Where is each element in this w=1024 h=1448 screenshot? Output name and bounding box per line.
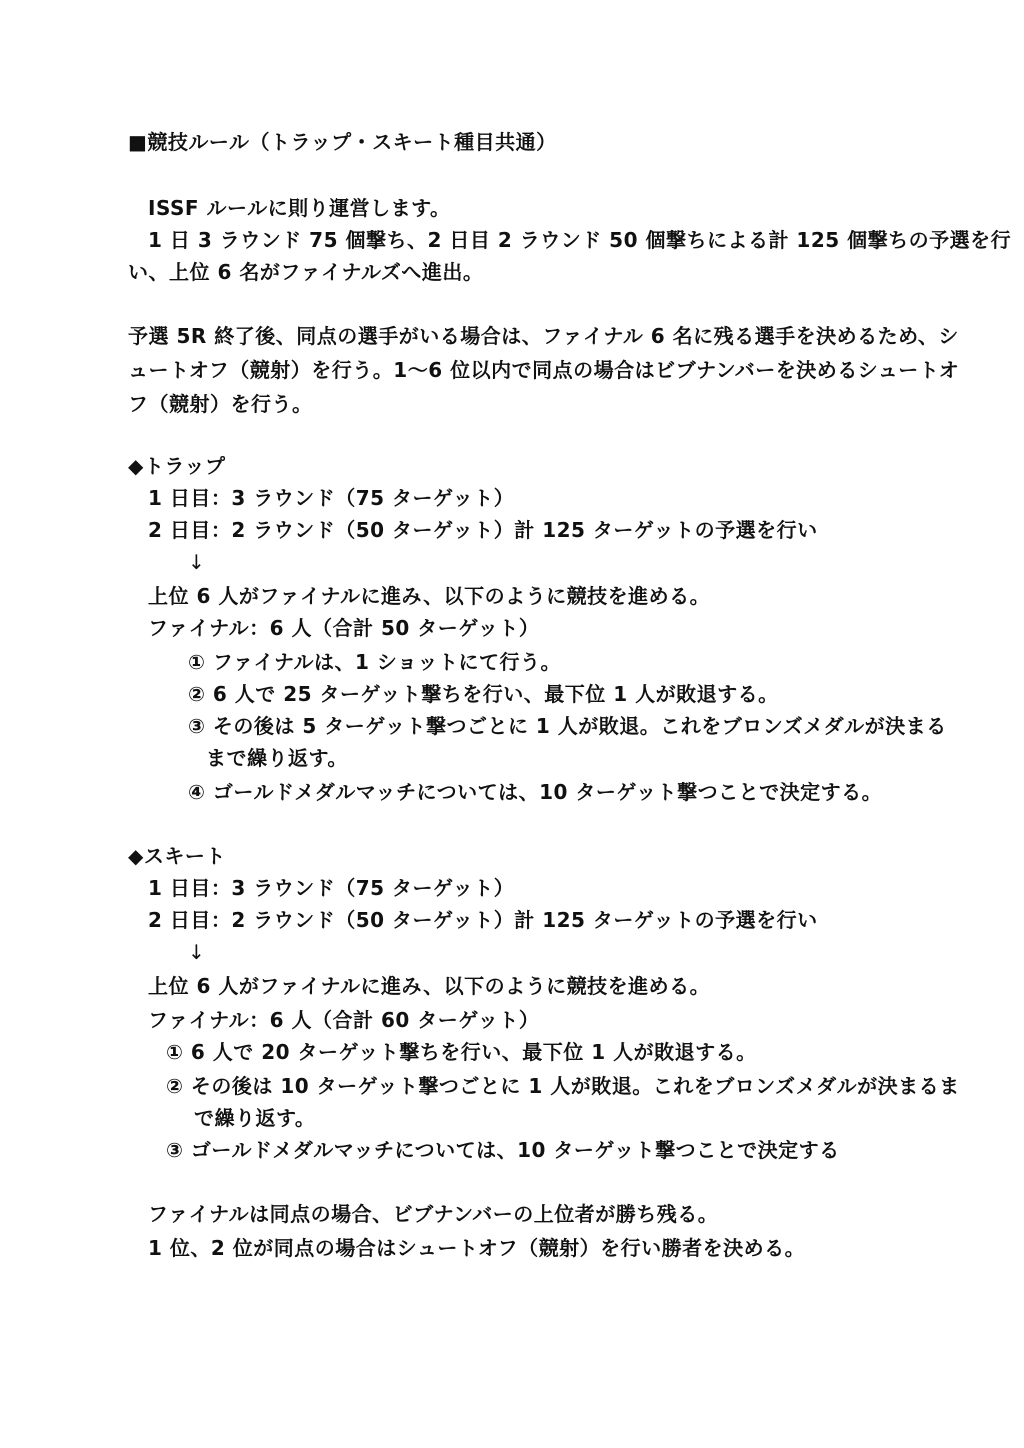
closing-line-2: 1 位、2 位が同点の場合はシュートオフ（競射）を行い勝者を決める。 (148, 1236, 806, 1260)
skeet-day2: 2 日目：2 ラウンド（50 ターゲット）計 125 ターゲットの予選を行い (148, 908, 818, 932)
trap-final: ファイナル：6 人（合計 50 ターゲット） (148, 616, 540, 640)
skeet-day1: 1 日目：3 ラウンド（75 ターゲット） (148, 876, 515, 900)
intro-line-1: ISSF ルールに則り運営します。 (148, 196, 451, 220)
trap-rule-2: ② 6 人で 25 ターゲット撃ちを行い、最下位 1 人が敗退する。 (188, 682, 779, 706)
trap-rule-3a: ③ その後は 5 ターゲット撃つごとに 1 人が敗退。これをブロンズメダルが決まる (188, 714, 947, 738)
trap-rule-1: ① ファイナルは、1 ショットにて行う。 (188, 650, 561, 674)
shootoff-line-3: フ（競射）を行う。 (128, 392, 313, 416)
intro-line-3: い、上位 6 名がファイナルズへ進出。 (128, 260, 484, 284)
shootoff-line-2: ュートオフ（競射）を行う。1〜6 位以内で同点の場合はビブナンバーを決めるシュートオ (128, 358, 960, 382)
shootoff-line-1: 予選 5R 終了後、同点の選手がいる場合は、ファイナル 6 名に残る選手を決めるため、シ (128, 324, 959, 348)
skeet-rule-2b: で繰り返す。 (194, 1106, 316, 1130)
trap-day2: 2 日目：2 ラウンド（50 ターゲット）計 125 ターゲットの予選を行い (148, 518, 818, 542)
closing-line-1: ファイナルは同点の場合、ビブナンバーの上位者が勝ち残る。 (148, 1202, 719, 1226)
trap-advance: 上位 6 人がファイナルに進み、以下のように競技を進める。 (148, 584, 711, 608)
skeet-heading: ◆スキート (128, 844, 226, 868)
skeet-rule-1: ① 6 人で 20 ターゲット撃ちを行い、最下位 1 人が敗退する。 (166, 1040, 757, 1064)
intro-line-2: 1 日 3 ラウンド 75 個撃ち、2 日目 2 ラウンド 50 個撃ちによる計 125 個撃ちの予選を行 (148, 228, 1012, 252)
skeet-down-arrow-icon: ↓ (188, 940, 206, 964)
skeet-final: ファイナル：6 人（合計 60 ターゲット） (148, 1008, 540, 1032)
skeet-advance: 上位 6 人がファイナルに進み、以下のように競技を進める。 (148, 974, 711, 998)
trap-rule-4: ④ ゴールドメダルマッチについては、10 ターゲット撃つことで決定する。 (188, 780, 883, 804)
page-title: ■競技ルール（トラップ・スキート種目共通） (128, 130, 557, 154)
trap-down-arrow-icon: ↓ (188, 550, 206, 574)
skeet-rule-3: ③ ゴールドメダルマッチについては、10 ターゲット撃つことで決定する (166, 1138, 840, 1162)
trap-heading: ◆トラップ (128, 454, 226, 478)
skeet-rule-2a: ② その後は 10 ターゲット撃つごとに 1 人が敗退。これをブロンズメダルが決まるま (166, 1074, 960, 1098)
trap-day1: 1 日目：3 ラウンド（75 ターゲット） (148, 486, 515, 510)
trap-rule-3b: まで繰り返す。 (206, 746, 348, 770)
